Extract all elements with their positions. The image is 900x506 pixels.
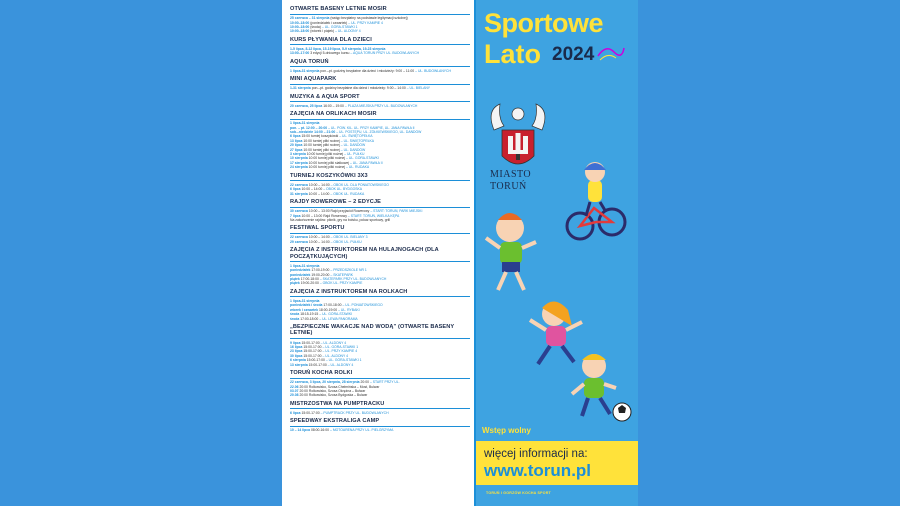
- schedule-line: [290, 192, 470, 196]
- line-where: – UL. DAŃDÓW: [340, 147, 366, 152]
- line-when: 22 czerwca: [290, 182, 308, 187]
- line-where: – UL. PRZY KAMPIE 4: [348, 20, 383, 25]
- line-when: 10 sierpnia: [290, 156, 308, 161]
- line-when: 10:00–18:00: [290, 29, 310, 34]
- line-when: 1-31 sierpnia: [290, 86, 311, 91]
- line-when: 30 lipca: [290, 353, 303, 358]
- line-what: 16:00 – 19:00: [323, 103, 344, 108]
- line-what: 10:00 turniej piłki nożnej: [303, 147, 340, 152]
- line-where: – UL. GÓRA-STAWKI 1: [322, 344, 359, 349]
- line-what: 20:00 Rolkowisko, Szosa Okrężna – Bulwar: [299, 388, 366, 393]
- line-where: – SKATEPARK PRZY UL. BUDOWLANYCH: [319, 277, 387, 282]
- section-rule: [290, 408, 470, 409]
- line-when: 10:00–18:00: [290, 24, 310, 29]
- line-what: Na zakończenie rajdów: piknik, gry na boisku, pokaz sportowy, grill: [290, 217, 391, 222]
- line-where: – UL. GÓRA-STAWKI 1: [325, 358, 362, 363]
- city-name: MIASTO TORUŃ: [490, 169, 532, 192]
- line-what: (poniedziałek i czwartek): [310, 20, 348, 25]
- line-where: – START PRZY UL.: [369, 380, 400, 385]
- line-what: 10:00 turniej piłki nożnej: [303, 138, 340, 143]
- section-title: ZAJĘCIA Z INSTRUKTOREM NA ROLKACH: [290, 288, 408, 295]
- line-when: poniedziałek i środa: [290, 303, 323, 308]
- title-year: 2024: [552, 44, 595, 65]
- schedule-section: [290, 37, 470, 56]
- line-when: 23 lipca: [290, 349, 303, 354]
- line-what: (środa): [310, 24, 321, 29]
- section-rule: [290, 180, 470, 181]
- schedule-section: [290, 111, 470, 170]
- section-rule: [290, 426, 470, 427]
- line-what: 19:00-20:00: [300, 281, 319, 286]
- jumping-girl-icon: [530, 301, 582, 364]
- line-when: sob.–niedziele 14:00 – 21:00: [290, 130, 336, 135]
- line-when: 10 – 14 lipca: [290, 428, 310, 433]
- line-where: – UL. POW. KIL. UL. PRZY KAMPIE, UL. JANA PAWŁA II: [328, 125, 415, 130]
- line-where: – OBOK UL. DLA PONIATOWSKIEGO: [330, 182, 389, 187]
- schedule-section: [290, 6, 470, 34]
- section-title: MISTRZOSTWA NA PUMPTRACKU: [290, 400, 385, 407]
- section-title: MINI AQUAPARK: [290, 76, 337, 83]
- schedule-line: [290, 86, 470, 90]
- section-title: FESTIWAL SPORTU: [290, 225, 345, 232]
- line-when: 6 sierpnia: [290, 358, 306, 363]
- line-when: 9 lipca: [290, 340, 301, 345]
- line-where: – UL. RUDAKA: [346, 165, 370, 170]
- line-when: 27 lipca: [290, 147, 303, 152]
- line-what: 15:00-17:00: [303, 344, 322, 349]
- line-what: 15:00-17:00: [303, 353, 322, 358]
- line-where: – AQUA TORUŃ PRZY UL. BUDOWLANYCH: [350, 51, 420, 56]
- footer-slogan: TORUŃ I GORZÓW KOCHA SPORT: [486, 491, 551, 495]
- line-what: 10:00 – 13:00 Rajd Rowerowy: [301, 213, 347, 218]
- running-boy-icon: [486, 213, 536, 290]
- line-what: 17:00-19:00: [311, 268, 330, 273]
- line-what: 10:00 – 13:00 Rajd przyjaciół Rowerowy: [308, 209, 370, 214]
- section-title: SPEEDWAY EKSTRALIGA CAMP: [290, 418, 380, 425]
- line-when: 1 lipca-31 sierpnia: [290, 263, 320, 268]
- section-title: AQUA TORUŃ: [290, 58, 329, 65]
- section-title: ZAJĘCIA NA ORLIKACH MOSIR: [290, 111, 377, 118]
- line-where: – START: TORUŃ, WIELKA KĘPA: [347, 213, 400, 218]
- line-where: – UL. RYBAKI: [338, 307, 360, 312]
- line-when: 17 sierpnia: [290, 160, 308, 165]
- schedule-section: [290, 418, 470, 433]
- line-when: poniedziałek: [290, 272, 311, 277]
- line-where: – UL. ALDONY 4: [320, 340, 347, 345]
- line-what: 20:00 Rolkowisko, Szosa Bydgoska – Bulwar: [299, 393, 368, 398]
- schedule-section: [290, 199, 470, 222]
- line-what: (wstęp bezpłatny na podstawie legitymacji szkolnej): [330, 16, 408, 21]
- line-what: 20:00: [360, 380, 370, 385]
- schedule-line: [290, 281, 470, 285]
- line-when: środa: [290, 312, 300, 317]
- line-where: – UL. ALDONY 4: [327, 362, 354, 367]
- line-what: 18:00-19:00: [319, 307, 338, 312]
- line-when: 6 lipca: [290, 410, 301, 415]
- line-when: 16 lipca: [290, 344, 303, 349]
- schedule-line: [290, 29, 470, 33]
- section-rule: [290, 207, 470, 208]
- line-what: 19:00-20:00: [311, 272, 330, 277]
- schedule-section: [290, 76, 470, 91]
- line-where: – UL. ŚWIĘTOPEŁKA: [339, 134, 373, 139]
- schedule-line: [290, 165, 470, 169]
- section-title: KURS PŁYWANIA DLA DZIECI: [290, 36, 372, 43]
- schedule-line: [290, 240, 470, 244]
- line-where: – SKATEPARK: [330, 272, 354, 277]
- line-when: 1 lipca-31 sierpnia: [290, 68, 320, 73]
- decorative-swirl-icon: [596, 42, 626, 62]
- line-when: 20.08: [290, 393, 299, 398]
- more-info-label: więcej informacji na:: [484, 448, 588, 460]
- section-rule: [290, 378, 470, 379]
- line-when: środa: [290, 316, 300, 321]
- line-when: 10:00–18:00: [290, 20, 310, 25]
- line-when: 13:00–17:00: [290, 51, 310, 56]
- line-what: 17:00-18:00: [323, 303, 342, 308]
- section-title: MUZYKA & AQUA SPORT: [290, 93, 360, 100]
- line-what: 15:00-17:00: [308, 362, 327, 367]
- schedule-column: [282, 0, 474, 506]
- section-title: TORUŃ KOCHA ROLKI: [290, 370, 353, 376]
- title-word-2: Lato: [484, 39, 541, 69]
- section-rule: [290, 119, 470, 120]
- free-entry-label: Wstęp wolny: [482, 426, 531, 435]
- section-rule: [290, 44, 470, 45]
- line-what: 15:00-17:00: [306, 358, 325, 363]
- schedule-section: [290, 94, 470, 109]
- line-when: piątek: [290, 277, 300, 282]
- line-where: – UL. GÓRA-STAWKI 1: [321, 24, 358, 29]
- children-illustration: [476, 150, 638, 440]
- section-title: OTWARTE BASENY LETNIE MOSIR: [290, 6, 387, 12]
- line-when: 1 lipca-31 sierpnia: [290, 121, 320, 126]
- section-rule: [290, 296, 470, 297]
- line-where: – UL. DAŃDÓW: [340, 143, 366, 148]
- line-where: – UL. ALDONY 4: [335, 29, 361, 34]
- line-what: 10:00 – 14:00: [301, 187, 323, 192]
- line-when: 13 sierpnia: [290, 362, 308, 367]
- schedule-line: [290, 411, 470, 415]
- schedule-line: [290, 317, 470, 321]
- line-what: 10:00 turniej piłki nożnej: [308, 165, 346, 170]
- schedule-section: [290, 173, 470, 196]
- line-when: 1-5 lipca, 8-12 lipca, 15-19 lipca, 5-9 sierpnia, 19-23 sierpnia: [290, 46, 386, 51]
- line-what: 10:00 – 14:00: [308, 182, 330, 187]
- line-where: – START: TORUŃ, PARK MIEJSKI: [370, 209, 423, 214]
- line-where: – OBOK UL. RUDAKA: [330, 191, 365, 196]
- line-what: 17:00-18:00: [300, 277, 319, 282]
- section-title: „BEZPIECZNE WAKACJE NAD WODĄ” (OTWARTE BASENY LETNIE): [290, 323, 455, 337]
- line-when: 22.06: [290, 384, 299, 389]
- line-where: – UL. LEWA PANORAMA: [319, 316, 358, 321]
- line-what: 18:15-19:15: [300, 312, 319, 317]
- line-when: piątek: [290, 281, 300, 286]
- line-where: – OBOK UL. BIELANY 3: [330, 235, 368, 240]
- line-when: poniedziałek: [290, 268, 311, 273]
- schedule-section: [290, 225, 470, 244]
- line-when: 24 sierpnia: [290, 165, 308, 170]
- schedule-section: [290, 289, 470, 321]
- line-where: – PRZEDSZKOLE NR 1: [330, 268, 367, 273]
- schedule-section: [290, 401, 470, 416]
- line-when: 20 czerwca, 25 lipca: [290, 103, 323, 108]
- schedule-line: [290, 428, 470, 432]
- line-where: – MOTOARENA PRZY UL. PIELGRZYMA: [330, 428, 394, 433]
- line-what: 10:00 – 14:00: [308, 239, 330, 244]
- line-what: 15:00 turniej koszykówki: [301, 134, 339, 139]
- line-when: 25 czerwca – 31 sierpnia: [290, 16, 330, 21]
- line-where: – UL. ŚWIĘTOPEŁKA: [340, 138, 375, 143]
- line-where: – UL. BIELANY: [406, 86, 431, 91]
- schedule-line: [290, 51, 470, 55]
- schedule-section: [290, 247, 470, 286]
- line-where: – UL. BUDOWLANYCH: [415, 68, 451, 73]
- schedule-line: [290, 218, 470, 222]
- line-what: 17:00-18:00: [300, 316, 319, 321]
- line-where: – PLAŻA MIEJSKA PRZY UL. BUDOWLANYCH: [344, 103, 418, 108]
- line-what: 10:00 turniej piłki nożnej: [308, 156, 346, 161]
- line-when: 6 lipca: [290, 187, 301, 192]
- line-what: (wtorek i piątek): [310, 29, 335, 34]
- line-what: 20:00 Rolkowisko, Szosa Chełmińska – Most, Bulwar: [299, 384, 380, 389]
- section-rule: [290, 14, 470, 15]
- line-when: pon. – pt. 12:00 – 20:00: [290, 125, 328, 130]
- line-when: 03.07: [290, 388, 299, 393]
- line-what: pon.–pt. godziny bezpłatne dla dzieci i młodzieży: 9:00 – 11:00: [320, 68, 415, 73]
- line-what: 10:00 – 14:00: [308, 191, 330, 196]
- line-when: 6 lipca: [290, 134, 301, 139]
- line-when: wtorek i czwartek: [290, 307, 319, 312]
- poster: [282, 0, 638, 506]
- line-when: 7 lipca: [290, 213, 301, 218]
- soccer-boy-icon: [572, 354, 631, 421]
- line-where: – OBOK UL. BYDGOSKA: [323, 187, 363, 192]
- section-rule: [290, 101, 470, 102]
- line-what: 10:00 turniej piłki siatkowej: [308, 160, 350, 165]
- line-where: – UL. JANA PAWŁA II: [349, 160, 383, 165]
- line-where: – UL. GÓRA-STAWKI: [319, 312, 353, 317]
- schedule-section: [290, 324, 470, 367]
- line-what: 15:00-17:00: [301, 410, 320, 415]
- section-title: RAJDY ROWEROWE – 2 EDYCJE: [290, 199, 381, 205]
- line-when: 30 czerwca: [290, 209, 308, 214]
- schedule-line: [290, 393, 470, 397]
- line-where: – UL. PUŁKU: [344, 152, 365, 157]
- info-banner: [476, 441, 638, 485]
- line-where: – UL. PONIATOWSKIEGO: [342, 303, 383, 308]
- cyclist-child-icon: [567, 162, 625, 239]
- section-title: ZAJĘCIA Z INSTRUKTOREM NA HULAJNOGACH (DLA POCZĄTKUJĄCYCH): [290, 247, 439, 260]
- line-when: 20 lipca: [290, 143, 303, 148]
- schedule-line: [290, 363, 470, 367]
- section-title: TURNIEJ KOSZYKÓWKI 3X3: [290, 172, 368, 179]
- section-rule: [290, 233, 470, 234]
- section-rule: [290, 66, 470, 67]
- line-when: 22 czerwca, 3 lipca, 20 sierpnia, 28 sierpnia: [290, 380, 360, 385]
- line-what: 10:00 turniej piłki nożnej: [306, 152, 344, 157]
- line-when: 31 sierpnia: [290, 191, 308, 196]
- schedule-line: [290, 104, 470, 108]
- line-where: – UL. GÓRA-STAWKI: [346, 156, 379, 161]
- line-where: – PUMPTRACK PRZY UL. BUDOWLANYCH: [320, 410, 389, 415]
- schedule-section: [290, 59, 470, 74]
- line-where: – OBOK UL. PRZY KAMPIE: [319, 281, 363, 286]
- line-what: 10:00 – 14:00: [308, 235, 330, 240]
- line-when: 1 lipca-31 sierpnia: [290, 298, 320, 303]
- line-when: 29 czerwca: [290, 239, 308, 244]
- website-link[interactable]: www.torun.pl: [484, 461, 592, 480]
- section-rule: [290, 338, 470, 339]
- schedule-line: [290, 69, 470, 73]
- line-what: 10:00 turniej piłki nożnej: [303, 143, 340, 148]
- line-where: – UL. POSTĘPU, UL. ŻÓŁKIEWSKIEGO, UL. DAŃDÓW: [336, 130, 422, 135]
- line-what: 08:00-16:00: [310, 428, 330, 433]
- line-when: 22 czerwca: [290, 235, 308, 240]
- line-where: – OBOK UL. PUŁKU: [330, 239, 362, 244]
- poster-hero: [476, 0, 638, 506]
- line-where: – UL. ALDONY 4: [322, 353, 349, 358]
- line-what: 15:00-17:00: [303, 349, 322, 354]
- line-where: – UL. PRZY KAMPIE 4: [322, 349, 358, 354]
- schedule-section: [290, 370, 470, 398]
- line-when: 13 lipca: [290, 138, 303, 143]
- title-word-1: Sportowe: [484, 8, 604, 38]
- section-rule: [290, 84, 470, 85]
- line-what: 15:00-17:00: [301, 340, 320, 345]
- line-what: 3 edycji 5-dniowego kursu: [310, 51, 350, 56]
- line-when: 3 sierpnia: [290, 152, 306, 157]
- line-what: pon.–pt. godziny bezpłatne dla dzieci i młodzieży: 9:00 – 14:00: [311, 86, 406, 91]
- section-rule: [290, 261, 470, 262]
